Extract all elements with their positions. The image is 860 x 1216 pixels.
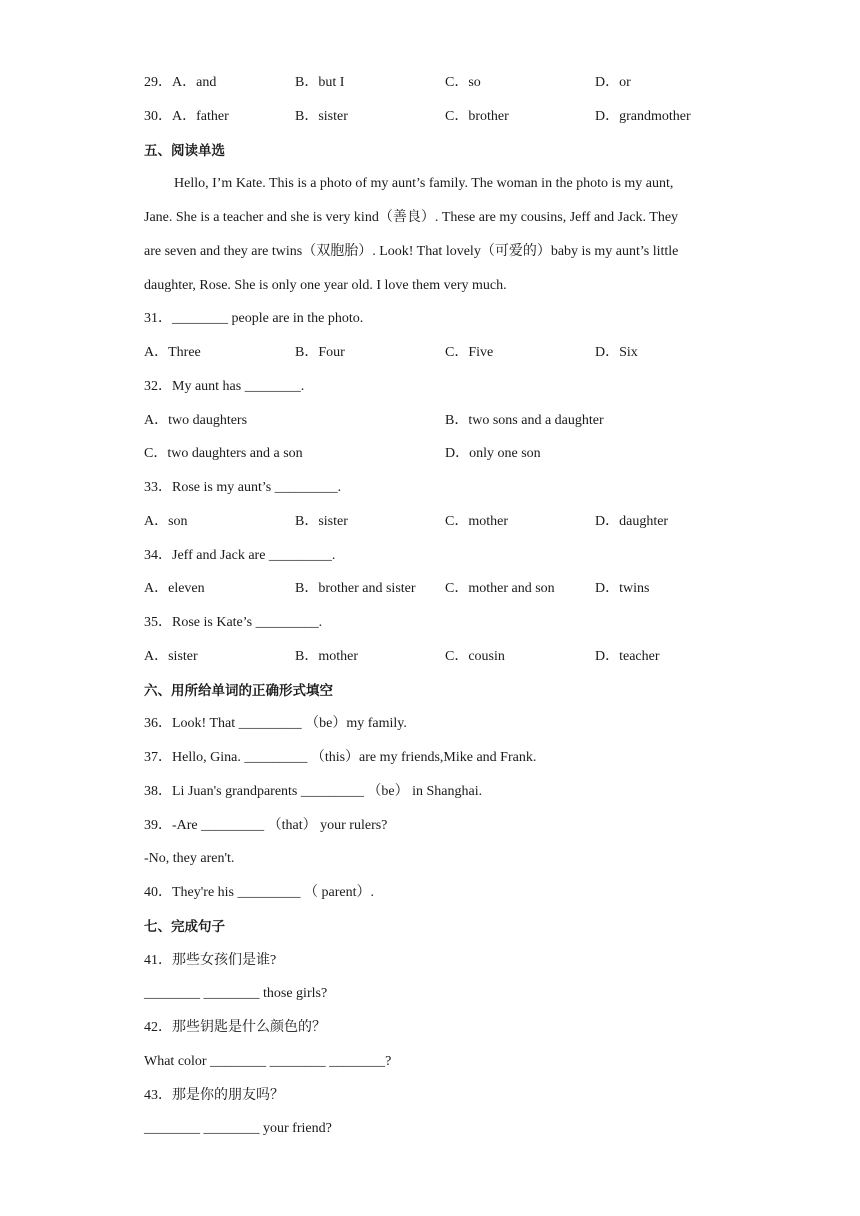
question-line: 32．My aunt has ________. [144, 378, 305, 394]
answer-option: D．teacher [595, 648, 660, 664]
answer-options-row [144, 105, 720, 129]
answer-option: B．mother [295, 648, 358, 664]
answer-option: C．brother [445, 108, 509, 124]
question-line: -No, they aren't. [144, 851, 235, 867]
section-heading: 五、阅读单选 [144, 142, 225, 159]
answer-option: D．grandmother [595, 108, 691, 124]
answer-option: A．sister [144, 648, 198, 664]
answer-options-row [144, 442, 720, 466]
question-line: are seven and they are twins（双胞胎）. Look! That lovely（可爱的）baby is my aunt’s little [144, 243, 679, 259]
answer-option: A．two daughters [144, 412, 248, 428]
answer-option: 30．A．father [144, 108, 229, 124]
answer-option: A．Three [144, 345, 201, 360]
answer-option: C．mother and son [445, 581, 555, 597]
answer-options-row [144, 645, 720, 669]
answer-option: 29．A．and [144, 75, 217, 90]
answer-option: C．mother [445, 513, 508, 529]
answer-option: B．Four [295, 345, 345, 360]
answer-option: B．two sons and a daughter [445, 412, 604, 428]
answer-option: A．son [144, 513, 188, 529]
question-line: 36．Look! That _________ （be）my family. [144, 716, 407, 732]
answer-option: C．cousin [445, 648, 505, 664]
answer-option: D．daughter [595, 513, 669, 529]
question-line: ________ ________ your friend? [144, 1121, 332, 1137]
answer-option: B．but I [295, 75, 345, 90]
answer-option: B．sister [295, 513, 348, 529]
question-line: 31．________ people are in the photo. [144, 311, 364, 327]
question-line: 33．Rose is my aunt’s _________. [144, 480, 342, 495]
question-line: ________ ________ those girls? [144, 986, 328, 1002]
question-line: daughter, Rose. She is only one year old. I love them very much. [144, 277, 507, 293]
answer-option: C．two daughters and a son [144, 446, 303, 462]
answer-option: A．eleven [144, 581, 205, 597]
answer-options-row [144, 409, 720, 433]
answer-option: B．sister [295, 108, 348, 124]
answer-option: D．Six [595, 345, 638, 360]
question-line: 42．那些钥匙是什么颜色的？ [144, 1020, 326, 1035]
question-line: 41．那些女孩们是谁? [144, 952, 277, 968]
question-line: 39．-Are _________ （that） your rulers? [144, 817, 388, 833]
answer-option: C．so [445, 75, 481, 90]
question-line: Jane. She is a teacher and she is very kind（善良）. These are my cousins, Jeff and Jack. They [144, 210, 679, 225]
question-line: 40．They're his _________ （ parent）. [144, 885, 374, 900]
answer-options-row [144, 341, 720, 365]
answer-option: C．Five [445, 345, 494, 360]
section-heading: 六、用所给单词的正确形式填空 [144, 682, 333, 699]
question-line: 34．Jeff and Jack are _________. [144, 547, 336, 563]
question-line: 35．Rose is Kate’s _________. [144, 615, 323, 630]
answer-options-row [144, 71, 720, 95]
answer-options-row [144, 577, 720, 601]
answer-option: D．only one son [445, 446, 541, 462]
answer-option: B．brother and sister [295, 581, 416, 597]
section-heading: 七、完成句子 [144, 918, 225, 935]
answer-options-row [144, 510, 720, 534]
question-line: What color ________ ________ ________? [144, 1053, 392, 1069]
answer-option: D．or [595, 75, 631, 90]
question-line: 37．Hello, Gina. _________ （this）are my friends,Mike and Frank. [144, 750, 537, 765]
question-line: 43．那是你的朋友吗？ [144, 1087, 284, 1103]
question-line: 38．Li Juan's grandparents _________ （be） in Shanghai. [144, 783, 483, 799]
reading-passage-line: Hello, I’m Kate. This is a photo of my aunt’s family. The woman in the photo is my aunt, [174, 176, 674, 192]
answer-option: D．twins [595, 581, 650, 597]
